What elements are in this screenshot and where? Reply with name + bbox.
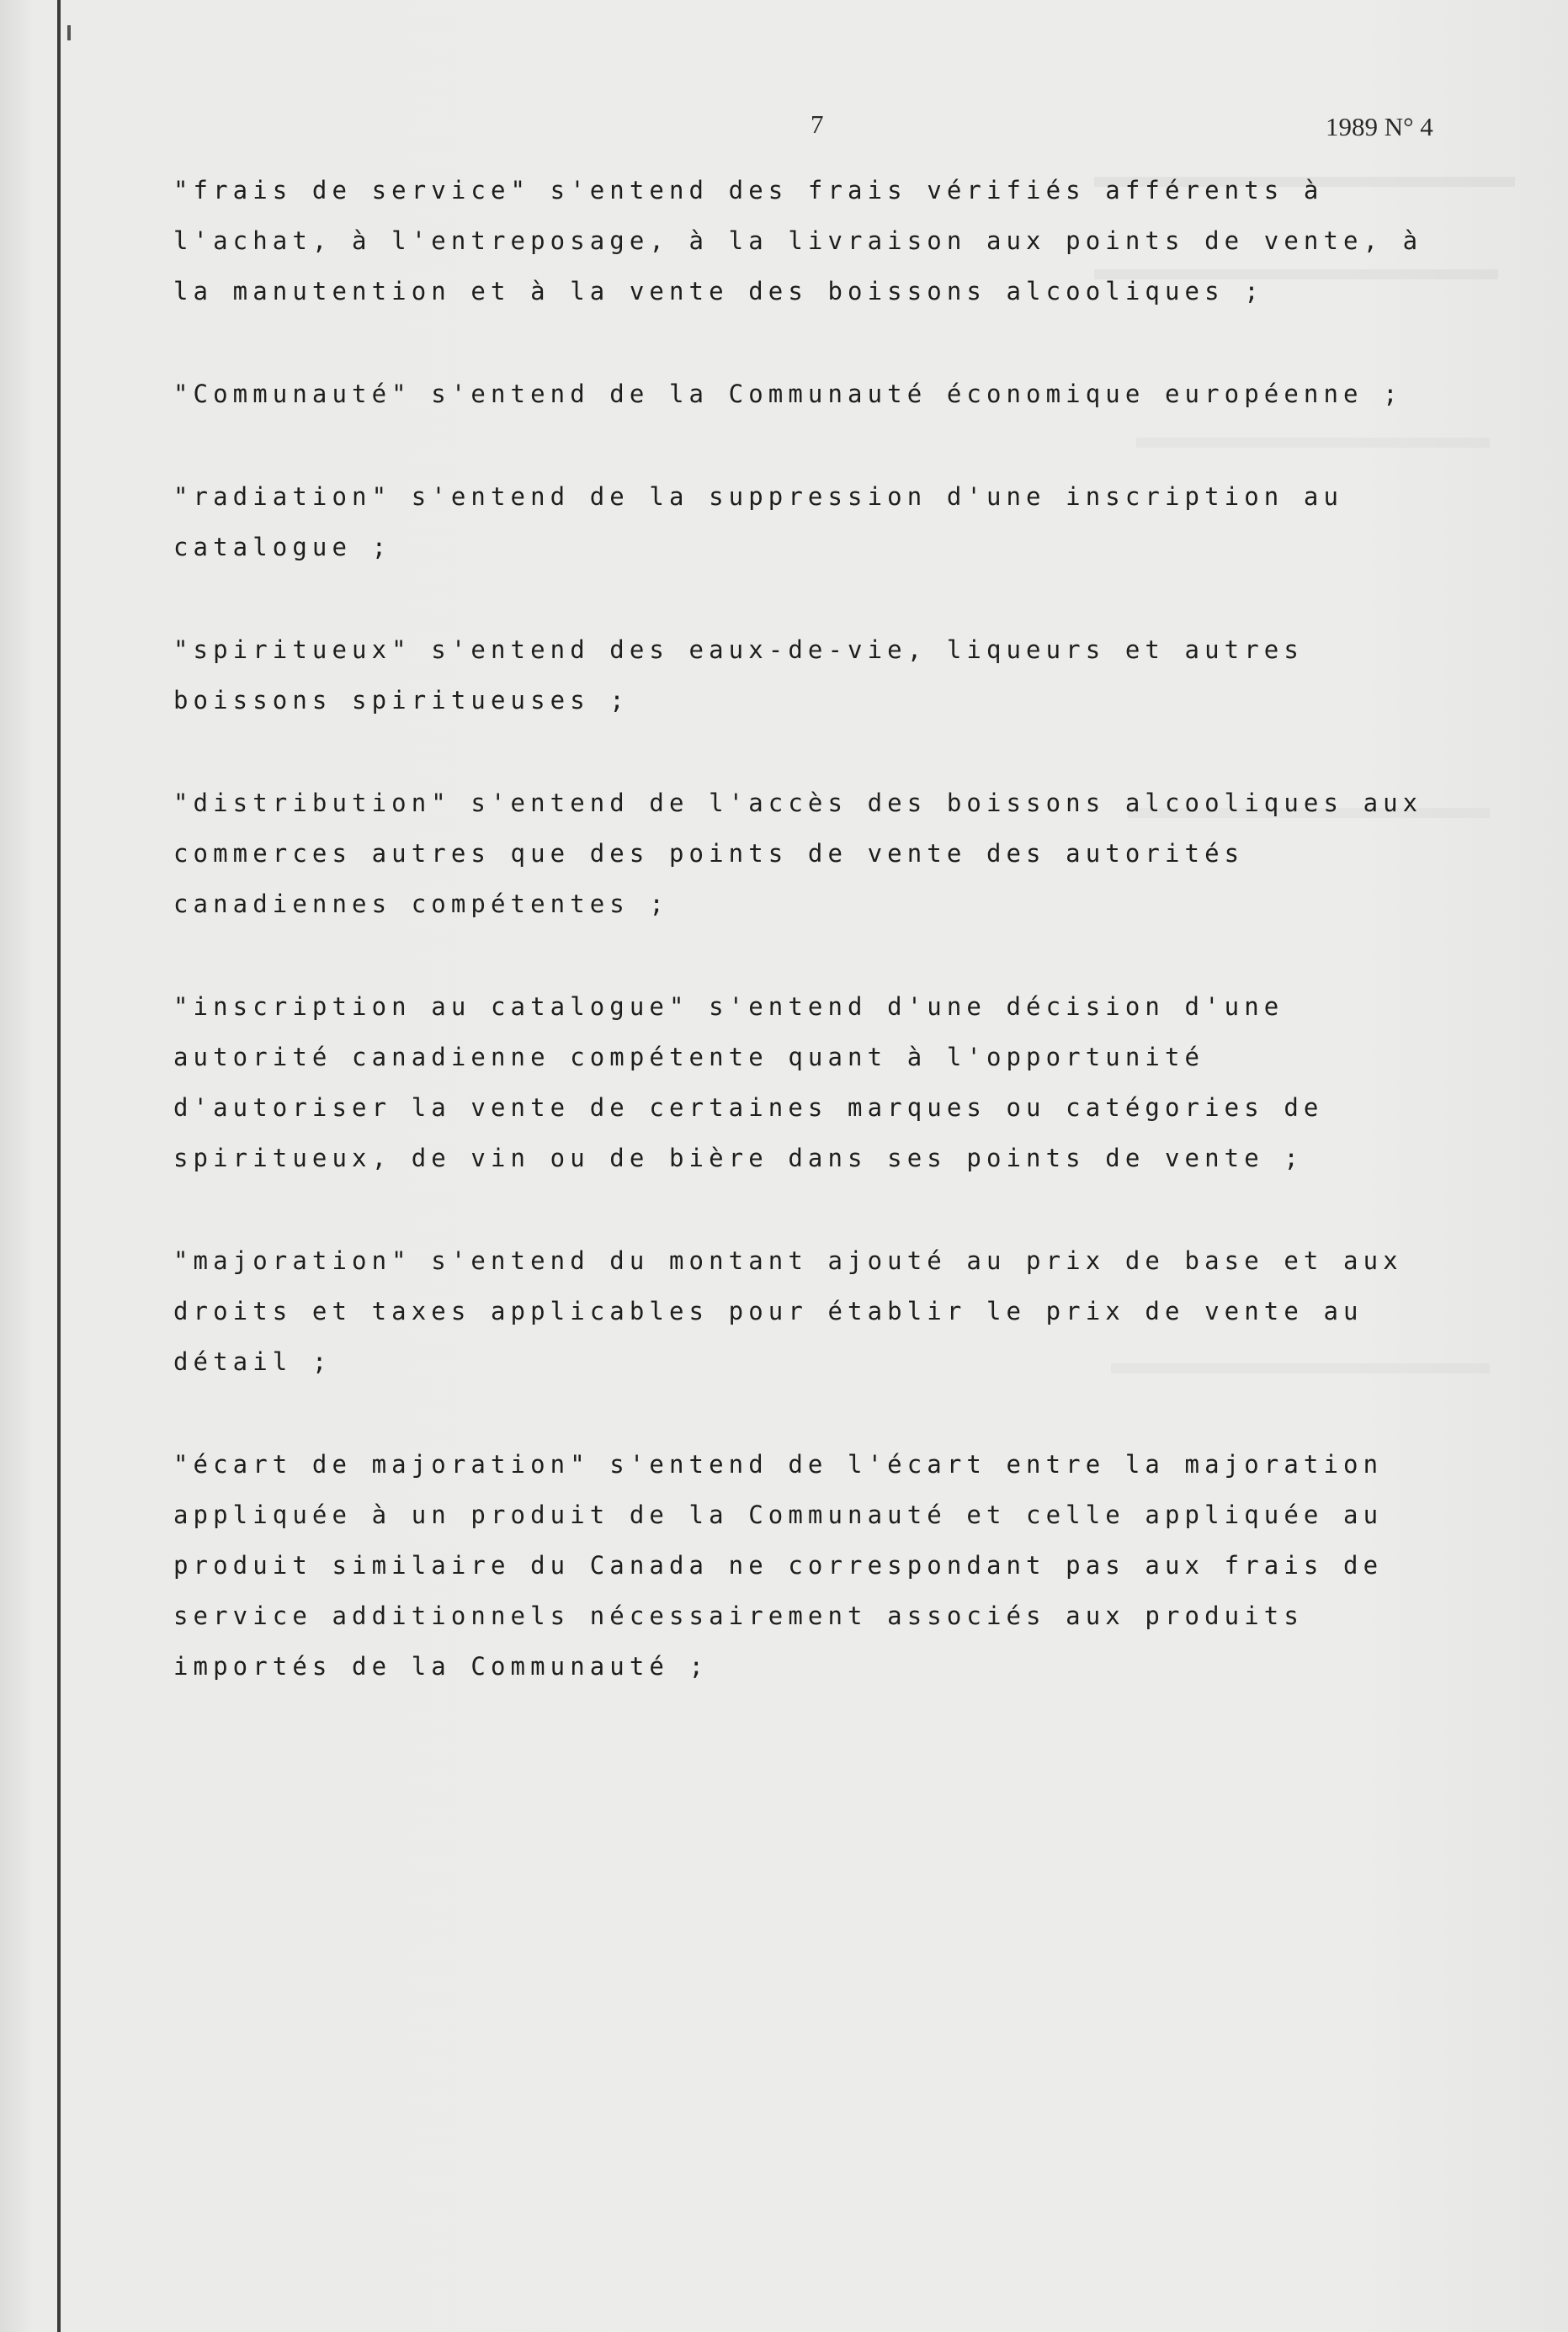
definition-line: canadiennes compétentes ; [173, 890, 669, 918]
definition-line: détail ; [173, 1347, 332, 1376]
definition-line: la manutention et à la vente des boissons alcooliques ; [173, 277, 1264, 305]
definition-line: commerces autres que des points de vente des autorités [173, 839, 1245, 868]
definition-line: catalogue ; [173, 533, 392, 561]
definition-paragraph [173, 471, 1486, 572]
definition-line: spiritueux, de vin ou de bière dans ses points de vente ; [173, 1144, 1304, 1172]
definition-line: "frais de service" s'entend des frais vérifiés afférents à [173, 176, 1324, 205]
definition-line: "Communauté" s'entend de la Communauté économique européenne ; [173, 380, 1403, 408]
definition-line: service additionnels nécessairement associés aux produits [173, 1602, 1304, 1630]
binding-mark [67, 25, 71, 40]
definition-paragraph [173, 369, 1486, 419]
definition-line: droits et taxes applicables pour établir le prix de vente au [173, 1297, 1363, 1325]
definition-line: appliquée à un produit de la Communauté et celle appliquée au [173, 1501, 1384, 1529]
definition-paragraph [173, 1439, 1486, 1692]
definition-paragraph [173, 981, 1486, 1183]
binding-edge [57, 0, 61, 2332]
definition-line: "inscription au catalogue" s'entend d'une décision d'une [173, 992, 1284, 1021]
definition-paragraph [173, 778, 1486, 929]
definition-paragraph [173, 624, 1486, 725]
issue-label: 1989 N° 4 [1326, 112, 1433, 141]
definition-line: "radiation" s'entend de la suppression d'une inscription au [173, 482, 1344, 511]
definition-line: "écart de majoration" s'entend de l'écart entre la majoration [173, 1450, 1384, 1479]
definition-line: boissons spiritueuses ; [173, 686, 630, 714]
definition-line: produit similaire du Canada ne correspondant pas aux frais de [173, 1551, 1384, 1580]
definition-line: "distribution" s'entend de l'accès des boissons alcooliques aux [173, 789, 1423, 817]
definition-line: autorité canadienne compétente quant à l'opportunité [173, 1043, 1205, 1071]
page-number: 7 [811, 109, 824, 139]
definition-paragraph [173, 1235, 1486, 1387]
definition-paragraph [173, 165, 1486, 316]
definition-line: d'autoriser la vente de certaines marques ou catégories de [173, 1093, 1324, 1122]
definition-line: "majoration" s'entend du montant ajouté au prix de base et aux [173, 1246, 1403, 1275]
definitions-list [173, 165, 1486, 1744]
definition-line: "spiritueux" s'entend des eaux-de-vie, liqueurs et autres [173, 635, 1304, 664]
definition-line: importés de la Communauté ; [173, 1652, 710, 1681]
definition-line: l'achat, à l'entreposage, à la livraison aux points de vente, à [173, 226, 1423, 255]
